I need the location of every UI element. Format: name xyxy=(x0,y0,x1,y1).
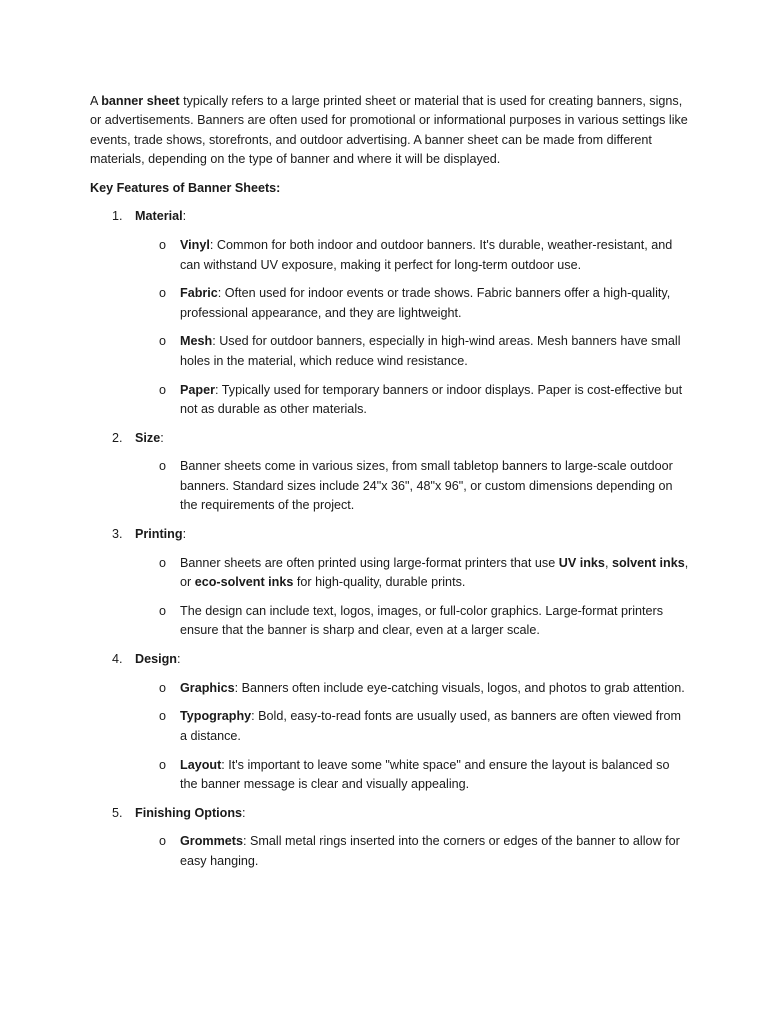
feature-sublist xyxy=(90,457,690,515)
item-term: Grommets xyxy=(180,834,243,849)
feature-sublist xyxy=(90,236,690,419)
item-term: Vinyl xyxy=(180,238,210,253)
feature-title-colon: : xyxy=(242,805,246,820)
item-term: Paper xyxy=(180,382,216,397)
feature-title xyxy=(90,207,690,226)
bullet-icon: o xyxy=(159,238,167,253)
intro-text: typically refers to a large printed sheet or material that is used for creating banners, signs, or advertisements. Banners are often used for promotional or informational purposes in various settings like events, trade shows, storefronts, and outdoor advertising. A banner sheet can be made from different materials, depending on the type of banner and where it will be displayed. xyxy=(90,94,688,166)
item-text: : Often used for indoor events or trade shows. Fabric banners offer a high-quality, professional appearance, and they are lightweight. xyxy=(180,286,671,320)
bullet-icon: o xyxy=(159,680,167,695)
item-term: Graphics xyxy=(180,680,235,695)
feature-number: 1. xyxy=(112,209,123,224)
feature-title-colon: : xyxy=(182,209,187,224)
bullet-icon: o xyxy=(159,459,167,474)
feature-title xyxy=(90,650,690,669)
item-text: : Bold, easy-to-read fonts are usually used, as banners are often viewed from a distance. xyxy=(180,709,681,743)
document-page xyxy=(90,92,690,871)
item-text: The design can include text, logos, images, or full-color graphics. Large-format printers ensure that the banner is sharp and clear, even at a larger scale. xyxy=(180,603,663,638)
list-item xyxy=(90,554,690,593)
feature-finishing-options xyxy=(90,804,690,871)
item-text: : Small metal rings inserted into the corners or edges of the banner to allow for easy hanging. xyxy=(180,834,680,868)
item-term: Layout xyxy=(180,757,222,772)
feature-title-text: Finishing Options xyxy=(135,805,243,820)
item-text: : Banners often include eye-catching visuals, logos, and photos to grab attention. xyxy=(234,680,685,695)
feature-number: 2. xyxy=(112,430,123,445)
feature-printing xyxy=(90,525,690,640)
feature-number: 5. xyxy=(112,805,123,820)
feature-title-text: Design xyxy=(135,651,177,666)
item-text: : Common for both indoor and outdoor banners. It's durable, weather-resistant, and can withstand UV exposure, making it perfect for long-term outdoor use. xyxy=(180,238,673,272)
list-item xyxy=(90,332,690,371)
item-text: Banner sheets come in various sizes, from small tabletop banners to large-scale outdoor banners. Standard sizes include 24"x 36", 48"x 96", or custom dimensions depending on the requirements of the project. xyxy=(180,459,673,513)
feature-number: 4. xyxy=(112,651,123,666)
bullet-icon: o xyxy=(159,382,167,397)
section-heading: Key Features of Banner Sheets: xyxy=(90,180,281,195)
item-text: , or xyxy=(180,555,689,589)
feature-design xyxy=(90,650,690,794)
bullet-icon: o xyxy=(159,834,167,849)
feature-sublist xyxy=(90,554,690,641)
feature-size xyxy=(90,429,690,516)
bullet-icon: o xyxy=(159,709,167,724)
bullet-icon: o xyxy=(159,757,167,772)
item-text: : It's important to leave some "white space" and ensure the layout is balanced so the banner message is clear and visually appealing. xyxy=(180,757,670,791)
list-item xyxy=(90,236,690,275)
feature-title xyxy=(90,429,690,448)
item-term: Fabric xyxy=(180,286,218,301)
item-text: , xyxy=(604,555,612,570)
list-item xyxy=(90,457,690,515)
bullet-icon: o xyxy=(159,555,167,570)
features-list xyxy=(90,207,690,871)
item-text: : Typically used for temporary banners or indoor displays. Paper is cost-effective but not as durable as other materials. xyxy=(180,382,683,416)
item-term: solvent inks xyxy=(611,555,685,570)
item-term: Mesh xyxy=(180,334,213,349)
item-term: UV inks xyxy=(558,555,605,570)
item-text: : Used for outdoor banners, especially in high-wind areas. Mesh banners have small holes in the material, which reduce wind resistance. xyxy=(180,334,681,368)
list-item xyxy=(90,756,690,795)
feature-sublist xyxy=(90,679,690,794)
bullet-icon: o xyxy=(159,603,167,618)
item-text: Banner sheets are often printed using large-format printers that use xyxy=(180,555,559,570)
list-item xyxy=(90,832,690,871)
item-term: eco-solvent inks xyxy=(194,574,294,589)
feature-title xyxy=(90,525,690,544)
feature-material xyxy=(90,207,690,419)
feature-title-text: Size xyxy=(135,430,161,445)
feature-title-colon: : xyxy=(160,430,164,445)
feature-title xyxy=(90,804,690,823)
feature-title-colon: : xyxy=(182,526,187,541)
feature-title-text: Printing xyxy=(135,526,183,541)
list-item xyxy=(90,284,690,323)
feature-title-text: Material xyxy=(135,209,183,224)
list-item xyxy=(90,602,690,641)
item-text: for high-quality, durable prints. xyxy=(293,574,466,589)
bullet-icon: o xyxy=(159,334,167,349)
intro-prefix: A xyxy=(90,94,102,108)
feature-sublist xyxy=(90,832,690,871)
intro-term: banner sheet xyxy=(101,94,180,108)
list-item xyxy=(90,707,690,746)
feature-number: 3. xyxy=(112,526,123,541)
item-term: Typography xyxy=(180,709,252,724)
list-item xyxy=(90,381,690,420)
list-item xyxy=(90,679,690,698)
feature-title-colon: : xyxy=(177,651,181,666)
intro-paragraph xyxy=(90,92,690,169)
bullet-icon: o xyxy=(159,286,167,301)
